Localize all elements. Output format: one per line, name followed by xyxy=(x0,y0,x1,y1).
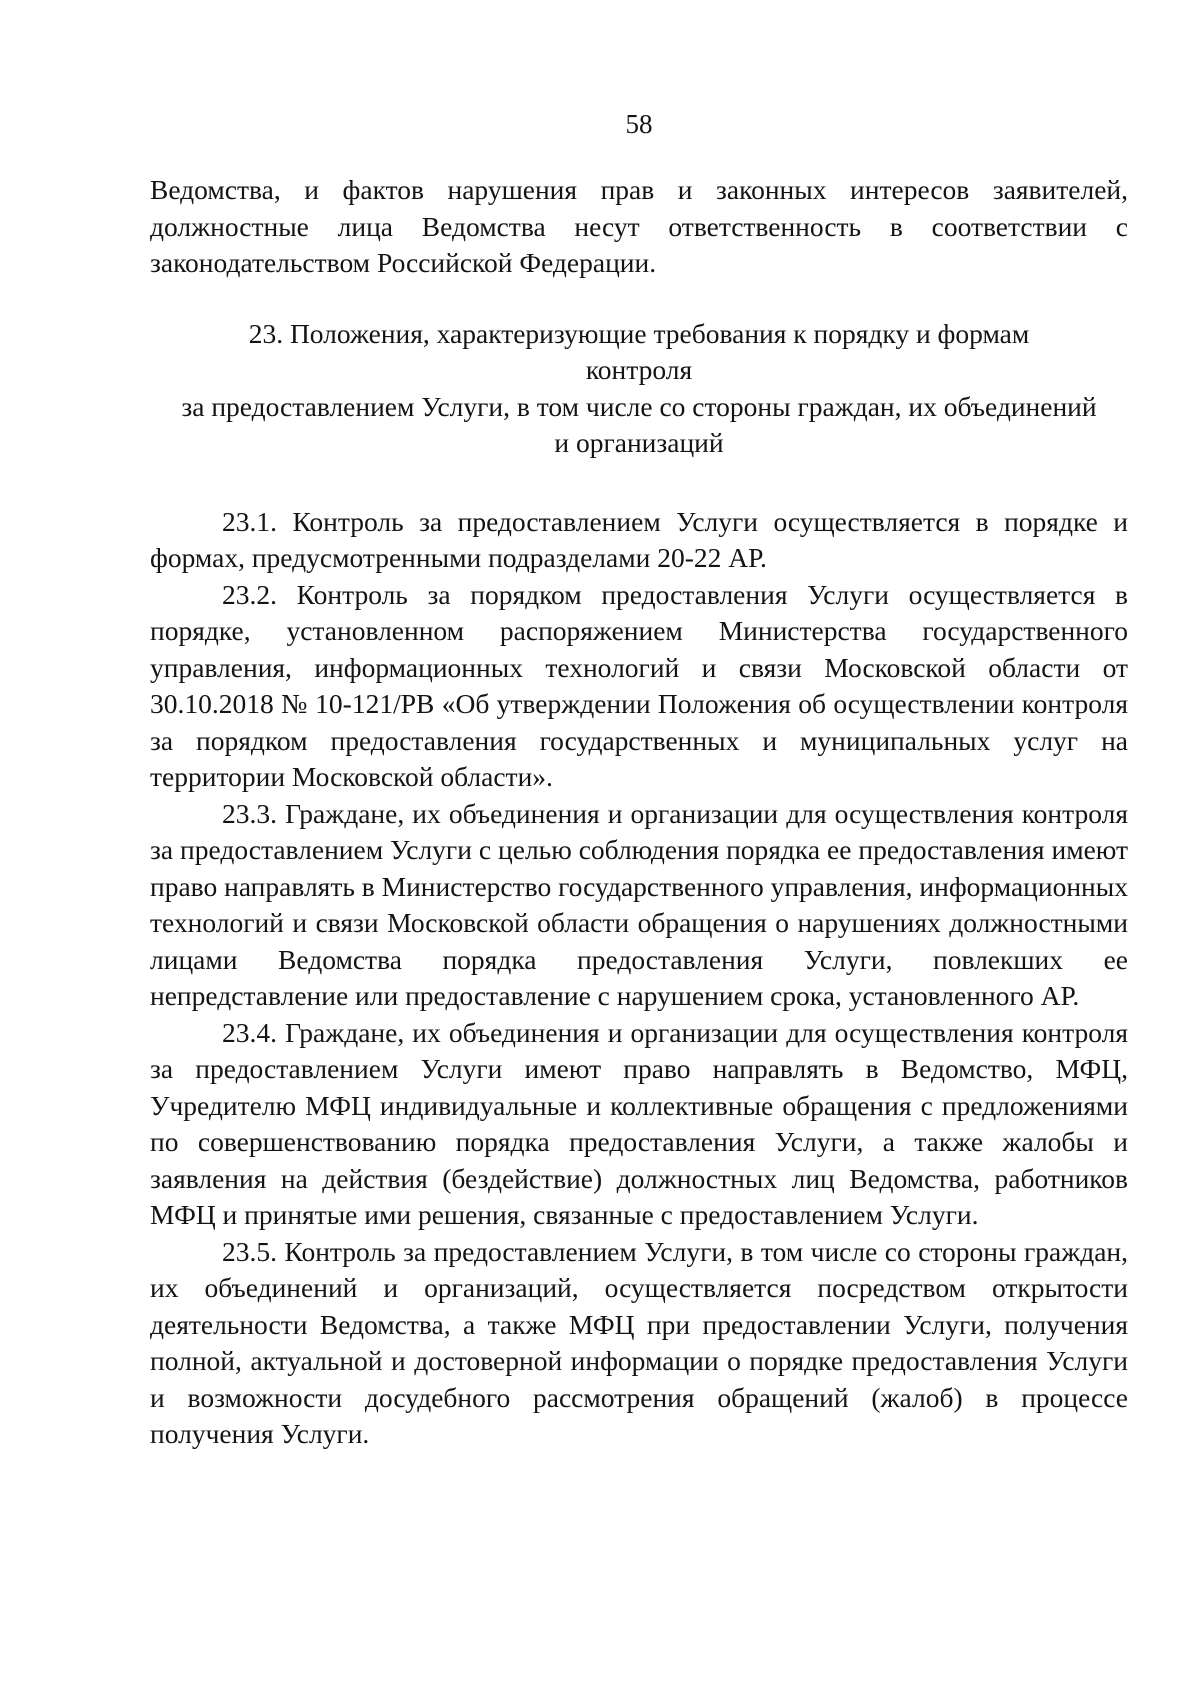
section-heading-line-1: 23. Положения, характеризующие требования к порядку и формам xyxy=(248,317,1030,349)
paragraph-23-4: 23.4. Граждане, их объединения и организации для осуществления контроля за предоставлением Услуги имеют право направлять в Ведомство, МФЦ, Учредителю МФЦ индивидуальные и коллективные обращения с предложениями по совершенствованию порядка предоставления Услуги, а также жалобы и заявления на действия (бездействие) должностных лиц Ведомства, работников МФЦ и принятые ими решения, связанные с предоставлением Услуги. xyxy=(150,1016,1128,1230)
section-heading-line-3: за предоставлением Услуги, в том числе со стороны граждан, их объединений xyxy=(181,390,1097,422)
section-heading-line-4: и организаций xyxy=(554,427,724,458)
section-heading xyxy=(150,316,1128,462)
paragraph-23-2: 23.2. Контроль за порядком предоставления Услуги осуществляется в порядке, установленном распоряжением Министерства государственного управления, информационных технологий и связи Московской области от 30.10.2018 № 10-121/РВ «Об утверждении Положения об осуществлении контроля за порядком предоставления государственных и муниципальных услуг на территории Московской области». xyxy=(150,578,1128,792)
section-heading-line-2: контроля xyxy=(585,354,693,385)
paragraph-23-1: 23.1. Контроль за предоставлением Услуги осуществляется в порядке и формах, предусмотренными подразделами 20-22 АР. xyxy=(150,505,1128,573)
continuation-paragraph: Ведомства, и фактов нарушения прав и законных интересов заявителей, должностные лица Ведомства несут ответственность в соответствии с законодательством Российской Федерации. xyxy=(150,174,1128,278)
document-body xyxy=(150,172,1128,1453)
page-number: 58 xyxy=(625,109,653,139)
paragraph-23-5: 23.5. Контроль за предоставлением Услуги, в том числе со стороны граждан, их объединений и организаций, осуществляется посредством открытости деятельности Ведомства, а также МФЦ при предоставлении Услуги, получения полной, актуальной и достоверной информации о порядке предоставления Услуги и возможности досудебного рассмотрения обращений (жалоб) в процессе получения Услуги. xyxy=(150,1235,1128,1449)
paragraph-23-3: 23.3. Граждане, их объединения и организации для осуществления контроля за предоставлением Услуги с целью соблюдения порядка ее предоставления имеют право направлять в Министерство государственного управления, информационных технологий и связи Московской области обращения о нарушениях должностными лицами Ведомства порядка предоставления Услуги, повлекших ее непредставление или предоставление с нарушением срока, установленного АР. xyxy=(150,797,1128,1011)
